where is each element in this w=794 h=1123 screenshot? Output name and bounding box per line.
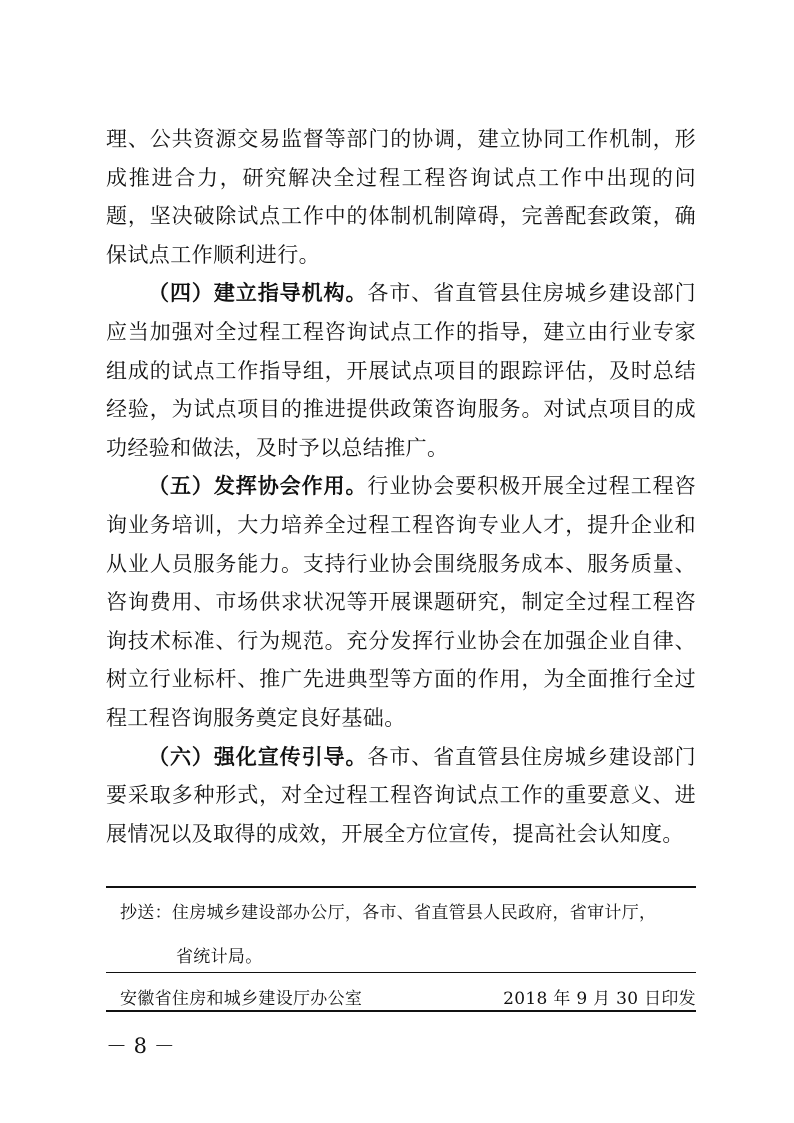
paragraph-guidance-text: 各市、省直管县住房城乡建设部门应当加强对全过程工程咨询试点工作的指导，建立由行业专家组成的试点工作指导组，开展试点项目的跟踪评估，及时总结经验，为试点项目的推进提供政策咨询服务。对试点项目的成功经验和做法，及时予以总结推广。 [106,281,697,460]
paragraph-publicity-text: 各市、省直管县住房城乡建设部门要采取多种形式，对全过程工程咨询试点工作的重要意义、进展情况以及取得的成效，开展全方位宣传，提高社会认知度。 [106,744,697,846]
paragraph-association [106,467,696,737]
footer-middle-rule [106,972,696,973]
paragraph-publicity [106,738,696,854]
footer-top-rule [106,886,696,888]
section-heading-association: （五）发挥协会作用。 [148,474,368,499]
paragraph-coordination: 理、公共资源交易监督等部门的协调，建立协同工作机制，形成推进合力，研究解决全过程工程咨询试点工作中出现的问题，坚决破除试点工作中的体制机制障碍，完善配套政策，确保试点工作顺利进行。 [106,127,696,267]
paragraph-association-text: 行业协会要积极开展全过程工程咨询业务培训，大力培养全过程工程咨询专业人才，提升企业和从业人员服务能力。支持行业协会围绕服务成本、服务质量、咨询费用、市场供求状况等开展课题研究，制定全过程工程咨询技术标准、行为规范。充分发挥行业协会在加强企业自律、树立行业标杆、推广先进典型等方面的作用，为全面推行全过程工程咨询服务奠定良好基础。 [106,474,697,730]
cc-recipients-line1: 抄送：住房城乡建设部办公厅，各市、省直管县人民政府，省审计厅， [120,903,657,923]
section-heading-publicity: （六）强化宣传引导。 [148,744,368,769]
document-body [106,120,696,853]
footer-bottom-rule [106,1010,696,1012]
paragraph-guidance [106,274,696,467]
issuing-office: 安徽省住房和城乡建设厅办公室 [120,989,363,1009]
issue-date: 2018 年 9 月 30 日印发 [503,989,696,1009]
page-number: － 8 － [106,1034,175,1058]
section-heading-guidance: （四）建立指导机构。 [148,281,368,306]
cc-recipients-line2: 省统计局。 [176,947,263,967]
